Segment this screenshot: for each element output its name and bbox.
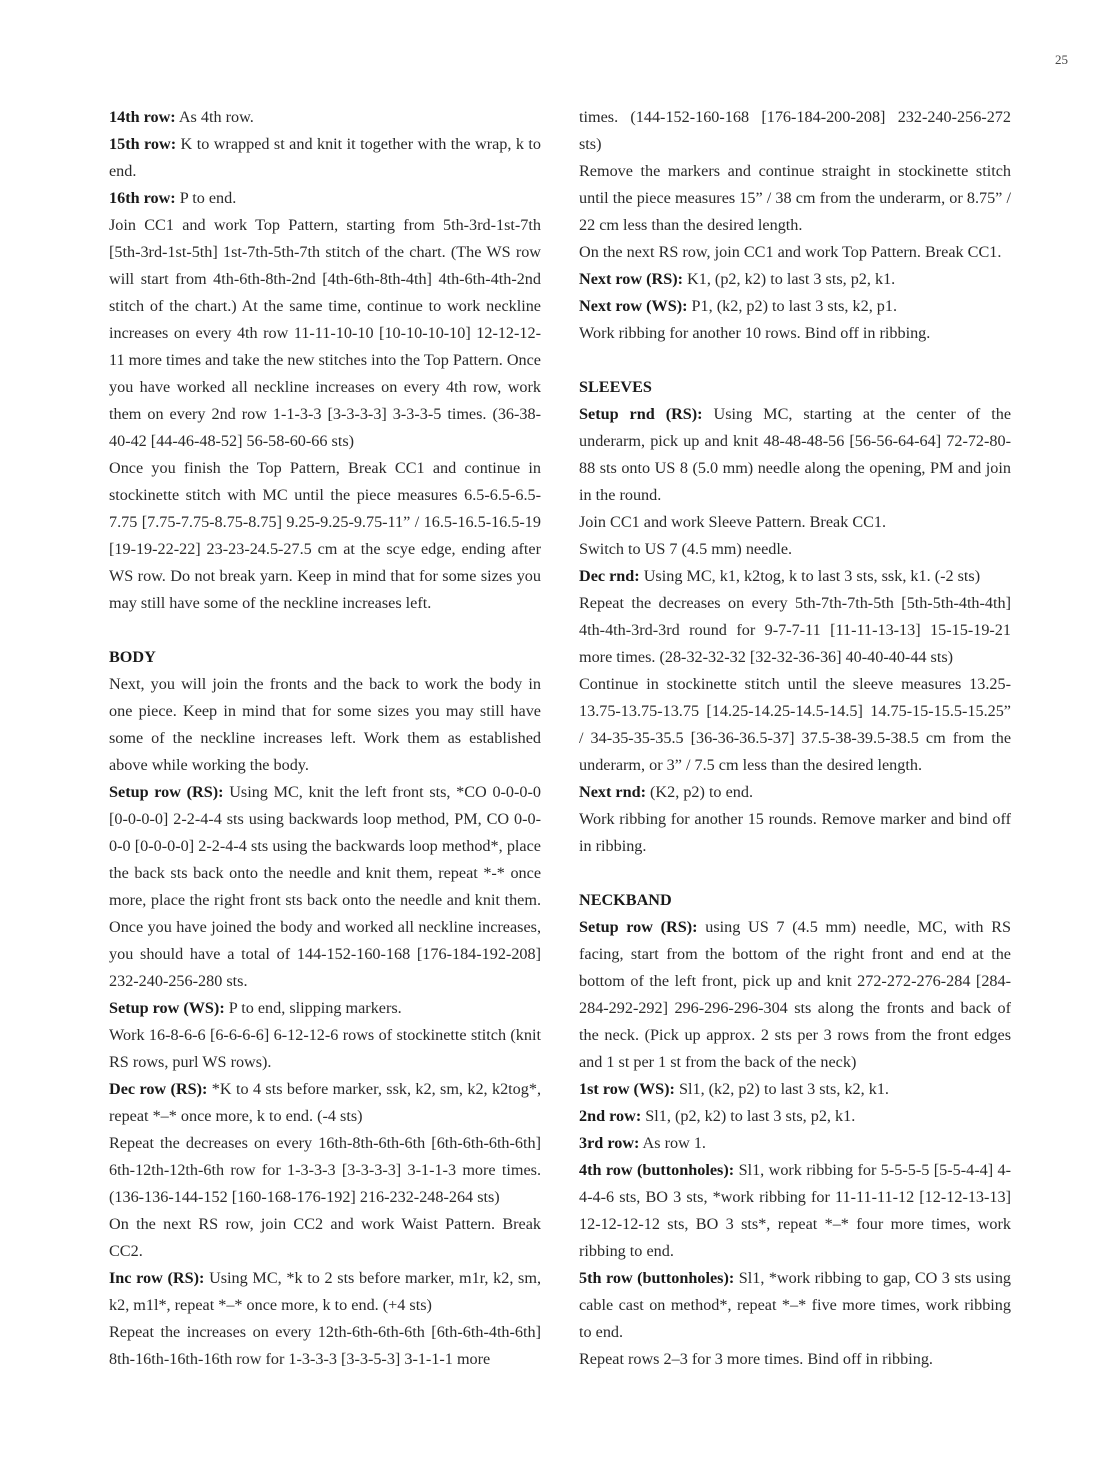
instruction-text: Using MC, knit the left front sts, *CO 0-0-0-0 [0-0-0-0] 2-2-4-4 sts using backwards loop method, PM, CO 0-0-0-0 [0-0-0-0] 2-2-4-4 sts using the backwards loop method*, place the back sts back onto the needle and knit them, repeat *-* once more, place the right front sts back onto the needle and knit them. Once you have joined the body and worked all neckline increases, you should have a total of 144-152-160-168 [176-184-192-208] 232-240-256-280 sts. — [109, 783, 541, 990]
instruction-paragraph — [109, 1076, 541, 1130]
instruction-paragraph — [579, 401, 1011, 509]
row-label: Next row (RS): — [579, 270, 683, 288]
instruction-text: As row 1. — [639, 1134, 706, 1152]
instruction-paragraph — [579, 293, 1011, 320]
instruction-paragraph — [579, 536, 1011, 563]
instruction-text: using US 7 (4.5 mm) needle, MC, with RS facing, start from the bottom of the right front and end at the bottom of the left front, pick up and knit 272-272-276-284 [284-284-292-292] 296-296-296-304 sts along the fronts and back of the neck. (Pick up approx. 2 sts per 3 rows from the front edges and 1 st per 1 st from the back of the neck) — [579, 918, 1011, 1071]
instruction-paragraph — [579, 266, 1011, 293]
instruction-text: Once you finish the Top Pattern, Break CC1 and continue in stockinette stitch with MC until the piece measures 6.5-6.5-6.5-7.75 [7.75-7.75-8.75-8.75] 9.25-9.25-9.75-11” / 16.5-16.5-16.5-19 [19-19-22-22] 23-23-24.5-27.5 cm at the scye edge, ending after WS row. Do not break yarn. Keep in mind that for some sizes you may still have some of the neckline increases left. — [109, 459, 541, 612]
instruction-text: Next, you will join the fronts and the back to work the body in one piece. Keep in mind that for some sizes you may still have some of the neckline increases left. Work them as established above while working the body. — [109, 675, 541, 774]
body-section — [109, 644, 541, 1373]
instruction-text: Work 16-8-6-6 [6-6-6-6] 6-12-12-6 rows of stockinette stitch (knit RS rows, purl WS rows). — [109, 1026, 541, 1071]
row-label: 1st row (WS): — [579, 1080, 675, 1098]
instruction-paragraph — [109, 455, 541, 617]
instruction-paragraph — [579, 1103, 1011, 1130]
instruction-paragraph — [109, 185, 541, 212]
instruction-paragraph — [579, 779, 1011, 806]
instruction-paragraph — [109, 1265, 541, 1319]
instruction-paragraph — [579, 563, 1011, 590]
instruction-paragraph — [579, 239, 1011, 266]
instruction-paragraph — [109, 131, 541, 185]
instruction-text: Repeat the decreases on every 5th-7th-7th-5th [5th-5th-4th-4th] 4th-4th-3rd-3rd round for 9-7-7-11 [11-11-13-13] 15-15-19-21 more times. (28-32-32-32 [32-32-36-36] 40-40-40-44 sts) — [579, 594, 1011, 666]
left-column — [109, 104, 541, 1373]
instruction-text: Using MC, *k to 2 sts before marker, m1r, k2, sm, k2, m1l*, repeat *–* once more, k to end. (+4 sts) — [109, 1269, 541, 1314]
instruction-text: P to end. — [175, 189, 237, 207]
instruction-text: On the next RS row, join CC2 and work Waist Pattern. Break CC2. — [109, 1215, 541, 1260]
instruction-text: P to end, slipping markers. — [224, 999, 402, 1017]
section-heading-neckband: NECKBAND — [579, 891, 672, 909]
instruction-paragraph — [579, 1130, 1011, 1157]
instruction-paragraph — [109, 1211, 541, 1265]
instruction-paragraph — [579, 914, 1011, 1076]
instruction-paragraph — [109, 212, 541, 455]
instruction-text: Repeat the increases on every 12th-6th-6th-6th [6th-6th-4th-6th] 8th-16th-16th-16th row for 1-3-3-3 [3-3-5-3] 3-1-1-1 more — [109, 1323, 541, 1368]
instruction-text: Using MC, k1, k2tog, k to last 3 sts, ssk, k1. (-2 sts) — [639, 567, 981, 585]
row-label: 2nd row: — [579, 1107, 642, 1125]
instruction-paragraph — [579, 158, 1011, 239]
instruction-text: P1, (k2, p2) to last 3 sts, k2, p1. — [687, 297, 898, 315]
row-label: Dec row (RS): — [109, 1080, 208, 1098]
row-label: 16th row: — [109, 189, 176, 207]
instruction-paragraph — [579, 1346, 1011, 1373]
instruction-paragraph — [579, 509, 1011, 536]
body-continued — [579, 104, 1011, 347]
row-label: Next rnd: — [579, 783, 646, 801]
instruction-text: times. (144-152-160-168 [176-184-200-208] 232-240-256-272 sts) — [579, 108, 1011, 153]
instruction-paragraph — [579, 104, 1011, 158]
instruction-text: Sl1, (p2, k2) to last 3 sts, p2, k1. — [641, 1107, 856, 1125]
instruction-text: Continue in stockinette stitch until the sleeve measures 13.25-13.75-13.75-13.75 [14.25-14.25-14.5-14.5] 14.75-15-15.5-15.25” / 34-35-35-35.5 [36-36-36.5-37] 37.5-38-39.5-38.5 cm from the underarm, or 3” / 7.5 cm less than the desired length. — [579, 675, 1011, 774]
instruction-text: (K2, p2) to end. — [646, 783, 753, 801]
row-label: 5th row (buttonholes): — [579, 1269, 735, 1287]
instruction-paragraph — [109, 995, 541, 1022]
instruction-paragraph — [109, 1022, 541, 1076]
instruction-text: Work ribbing for another 15 rounds. Remove marker and bind off in ribbing. — [579, 810, 1011, 855]
row-label: Setup row (WS): — [109, 999, 225, 1017]
row-label: Setup row (RS): — [579, 918, 698, 936]
page-number: 25 — [1055, 52, 1068, 67]
instruction-text: Join CC1 and work Sleeve Pattern. Break CC1. — [579, 513, 887, 531]
instruction-paragraph — [579, 590, 1011, 671]
top-pattern-instructions — [109, 104, 541, 617]
section-heading-sleeves: SLEEVES — [579, 378, 652, 396]
instruction-text: Sl1, *work ribbing to gap, CO 3 sts using cable cast on method*, repeat *–* five more times, work ribbing to end. — [579, 1269, 1012, 1341]
right-column — [579, 104, 1011, 1373]
instruction-text: K to wrapped st and knit it together with the wrap, k to end. — [109, 135, 541, 180]
instruction-text: Repeat rows 2–3 for 3 more times. Bind off in ribbing. — [579, 1350, 933, 1368]
instruction-text: Work ribbing for another 10 rows. Bind off in ribbing. — [579, 324, 931, 342]
instruction-paragraph — [109, 1130, 541, 1211]
instruction-paragraph — [579, 1265, 1011, 1346]
instruction-text: *K to 4 sts before marker, ssk, k2, sm, k2, k2tog*, repeat *–* once more, k to end. (-4 sts) — [109, 1080, 541, 1125]
instruction-paragraph — [109, 1319, 541, 1373]
instruction-text: As 4th row. — [175, 108, 254, 126]
row-label: Setup row (RS): — [109, 783, 224, 801]
row-label: 4th row (buttonholes): — [579, 1161, 735, 1179]
instruction-text: Remove the markers and continue straight in stockinette stitch until the piece measures 15” / 38 cm from the underarm, or 8.75” / 22 cm less than the desired length. — [579, 162, 1011, 234]
row-label: 15th row: — [109, 135, 177, 153]
instruction-text: Repeat the decreases on every 16th-8th-6th-6th [6th-6th-6th-6th] 6th-12th-12th-6th row for 1-3-3-3 [3-3-3-3] 3-1-1-3 more times. (136-136-144-152 [160-168-176-192] 216-232-248-264 sts) — [109, 1134, 541, 1206]
instruction-paragraph — [579, 1157, 1011, 1265]
instruction-paragraph — [109, 779, 541, 995]
row-label: 14th row: — [109, 108, 176, 126]
instruction-text: On the next RS row, join CC1 and work Top Pattern. Break CC1. — [579, 243, 1002, 261]
neckband-section — [579, 887, 1011, 1373]
instruction-paragraph — [579, 806, 1011, 860]
instruction-paragraph — [579, 1076, 1011, 1103]
row-label: Inc row (RS): — [109, 1269, 205, 1287]
row-label: Dec rnd: — [579, 567, 640, 585]
instruction-text: Sl1, work ribbing for 5-5-5-5 [5-5-4-4] 4-4-4-6 sts, BO 3 sts, *work ribbing for 11-11-11-12 [12-12-13-13] 12-12-12-12 sts, BO 3 sts*, repeat *–* four more times, work ribbing to end. — [579, 1161, 1011, 1260]
row-label: 3rd row: — [579, 1134, 640, 1152]
sleeves-section — [579, 374, 1011, 860]
instruction-text: Sl1, (k2, p2) to last 3 sts, k2, k1. — [674, 1080, 889, 1098]
row-label: Setup rnd (RS): — [579, 405, 703, 423]
instruction-paragraph — [579, 671, 1011, 779]
instruction-text: Switch to US 7 (4.5 mm) needle. — [579, 540, 793, 558]
instruction-text: K1, (p2, k2) to last 3 sts, p2, k1. — [683, 270, 896, 288]
row-label: Next row (WS): — [579, 297, 688, 315]
section-heading-body: BODY — [109, 648, 156, 666]
instruction-paragraph — [109, 671, 541, 779]
instruction-paragraph — [579, 320, 1011, 347]
instruction-paragraph — [109, 104, 541, 131]
instruction-text: Join CC1 and work Top Pattern, starting from 5th-3rd-1st-7th [5th-3rd-1st-5th] 1st-7th-5th-7th stitch of the chart. (The WS row will start from 4th-6th-8th-2nd [4th-6th-8th-4th] 4th-6th-4th-2nd stitch of the chart.) At the same time, continue to work neckline increases on every 4th row 11-11-10-10 [10-10-10-10] 12-12-12-11 more times and take the new stitches into the Top Pattern. Once you have worked all neckline increases on every 4th row, work them on every 2nd row 1-1-3-3 [3-3-3-3] 3-3-3-5 times. (36-38-40-42 [44-46-48-52] 56-58-60-66 sts) — [109, 216, 541, 450]
instruction-text: Using MC, starting at the center of the underarm, pick up and knit 48-48-48-56 [56-56-64-64] 72-72-80-88 sts onto US 8 (5.0 mm) needle along the opening, PM and join in the round. — [579, 405, 1011, 504]
